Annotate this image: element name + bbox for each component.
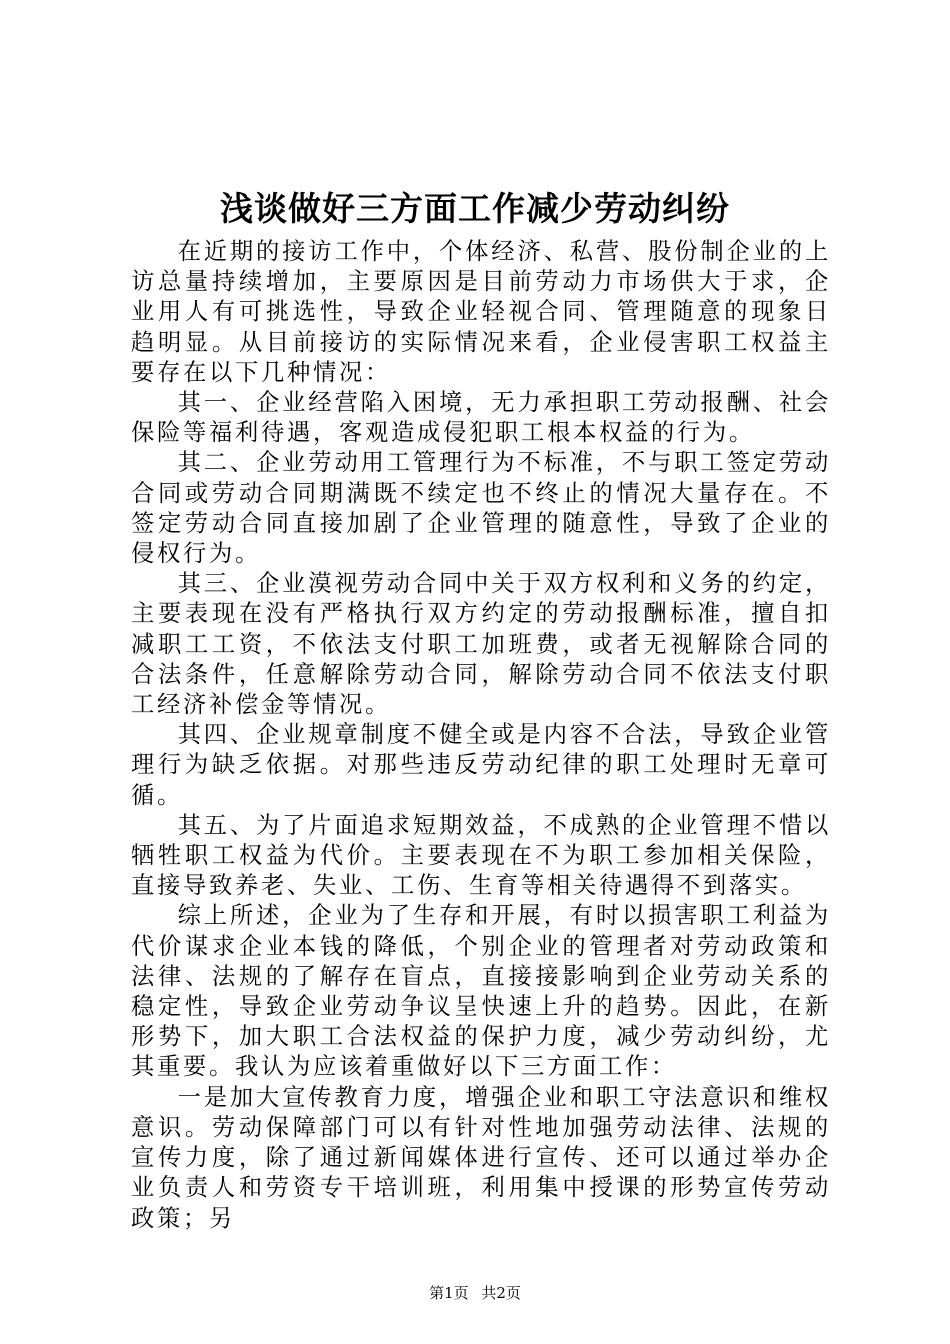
paragraph-point-5: 其五、为了片面追求短期效益，不成熟的企业管理不惜以牺牲职工权益为代价。主要表现在不为职工参加相关保险，直接导致养老、失业、工伤、生育等相关待遇得不到落实。: [131, 811, 831, 900]
paragraph-point-4: 其四、企业规章制度不健全或是内容不合法，导致企业管理行为缺乏依据。对那些违反劳动纪律的职工处理时无章可循。: [131, 721, 831, 809]
page-number-current: 第1页: [429, 1284, 469, 1302]
paragraph-point-3: 其三、企业漠视劳动合同中关于双方权利和义务的约定，主要表现在没有严格执行双方约定的劳动报酬标准，擅自扣减职工工资，不依法支付职工加班费，或者无视解除合同的合法条件，任意解除劳动合同，解除劳动合同不依法支付职工经济补偿金等情况。: [131, 570, 831, 719]
paragraph-point-1: 其一、企业经营陷入困境，无力承担职工劳动报酬、社会保险等福利待遇，客观造成侵犯职工根本权益的行为。: [131, 389, 831, 447]
document-title: 浅谈做好三方面工作减少劳动纠纷: [220, 189, 730, 228]
page-footer: [0, 1283, 950, 1303]
paragraph-point-2: 其二、企业劳动用工管理行为不标准，不与职工签定劳动合同或劳动合同期满既不续定也不终止的情况大量存在。不签定劳动合同直接加剧了企业管理的随意性，导致了企业的侵权行为。: [131, 449, 831, 568]
paragraph-measure-1: 一是加大宣传教育力度，增强企业和职工守法意识和维权意识。劳动保障部门可以有针对性地加强劳动法律、法规的宣传力度，除了通过新闻媒体进行宣传、还可以通过举办企业负责人和劳资专干培训班，利用集中授课的形势宣传劳动政策；另: [131, 1083, 831, 1232]
document-body: [131, 237, 831, 1234]
paragraph-summary: 综上所述，企业为了生存和开展，有时以损害职工利益为代价谋求企业本钱的降低，个别企业的管理者对劳动政策和法律、法规的了解存在盲点，直接接影响到企业劳动关系的稳定性，导致企业劳动争议呈快速上升的趋势。因此，在新形势下，加大职工合法权益的保护力度，减少劳动纠纷，尤其重要。我认为应该着重做好以下三方面工作：: [131, 902, 831, 1081]
page-number-total: 共2页: [481, 1284, 521, 1302]
paragraph-intro: 在近期的接访工作中，个体经济、私营、股份制企业的上访总量持续增加，主要原因是目前劳动力市场供大于求，企业用人有可挑选性，导致企业轻视合同、管理随意的现象日趋明显。从目前接访的实际情况来看，企业侵害职工权益主要存在以下几种情况：: [131, 238, 831, 386]
